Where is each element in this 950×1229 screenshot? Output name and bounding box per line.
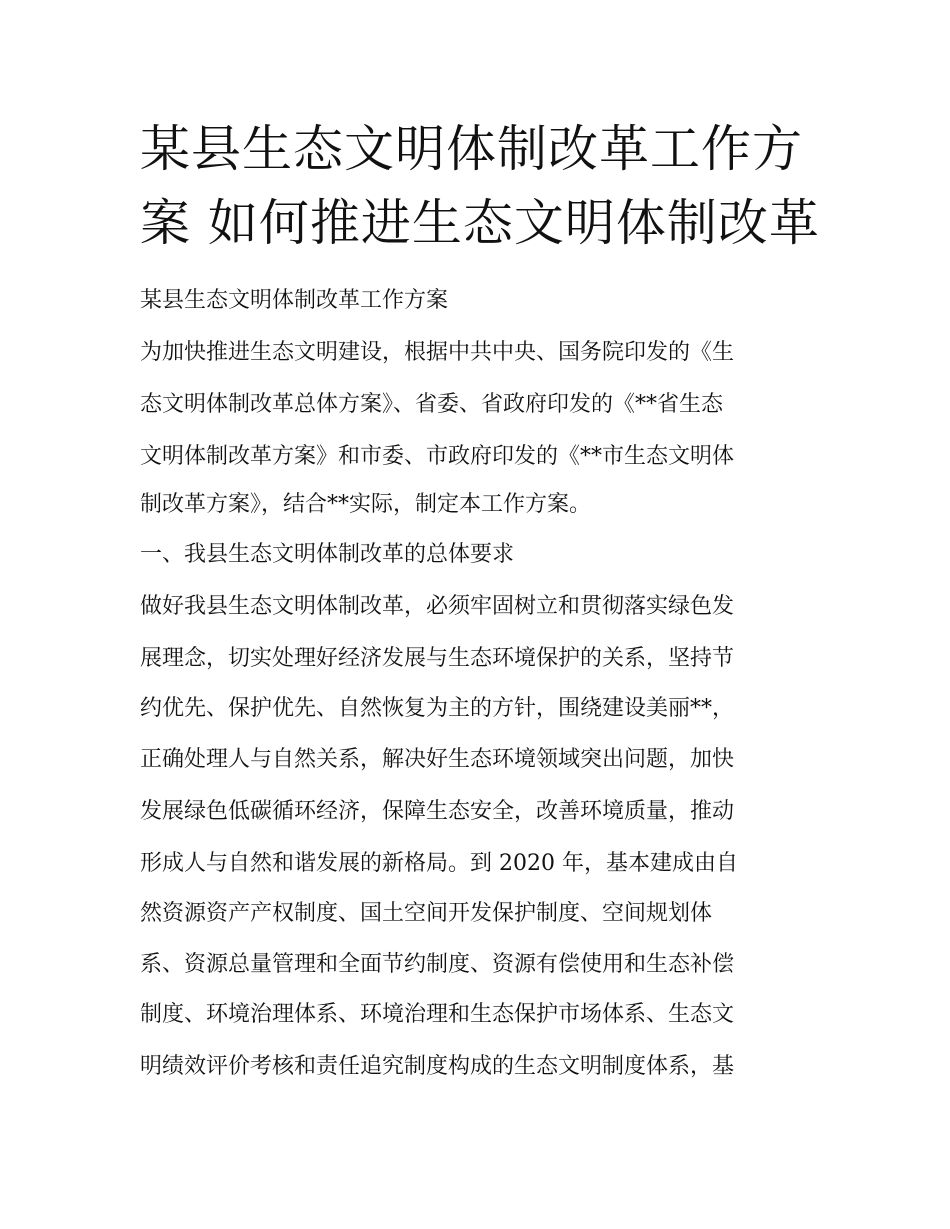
intro-line-1: 为加快推进生态文明建设，根据中共中央、国务院印发的《生	[140, 340, 735, 365]
section-line-9: 制度、环境治理体系、环境治理和生态保护市场体系、生态文	[140, 1002, 735, 1027]
section-line-4: 正确处理人与自然关系，解决好生态环境领域突出问题，加快	[140, 747, 735, 772]
section-line-2: 展理念，切实处理好经济发展与生态环境保护的关系，坚持节	[140, 646, 735, 671]
section-line-6: 形成人与自然和谐发展的新格局。到 2020 年，基本建成由自	[140, 851, 738, 876]
intro-line-2: 态文明体制改革总体方案》、省委、省政府印发的《**省生态	[140, 392, 724, 417]
intro-line-3: 文明体制改革方案》和市委、市政府印发的《**市生态文明体	[140, 444, 735, 469]
intro-line-4: 制改革方案》，结合**实际，制定本工作方案。	[140, 492, 592, 517]
section-line-8: 系、资源总量管理和全面节约制度、资源有偿使用和生态补偿	[140, 952, 735, 977]
title-line-1: 某县生态文明体制改革工作方	[140, 120, 803, 178]
section-line-3: 约优先、保护优先、自然恢复为主的方针，围绕建设美丽**，	[140, 696, 735, 721]
section-line-10: 明绩效评价考核和责任追究制度构成的生态文明制度体系，基	[140, 1054, 735, 1079]
section-heading: 一、我县生态文明体制改革的总体要求	[140, 542, 515, 567]
section-line-1: 做好我县生态文明体制改革，必须牢固树立和贯彻落实绿色发	[140, 594, 735, 619]
section-line-7: 然资源资产产权制度、国土空间开发保护制度、空间规划体	[140, 901, 713, 926]
section-line-5: 发展绿色低碳循环经济，保障生态安全，改善环境质量，推动	[140, 799, 735, 824]
document-title	[140, 112, 840, 260]
title-line-2: 案 如何推进生态文明体制改革	[140, 194, 820, 252]
document-subtitle: 某县生态文明体制改革工作方案	[140, 288, 449, 313]
